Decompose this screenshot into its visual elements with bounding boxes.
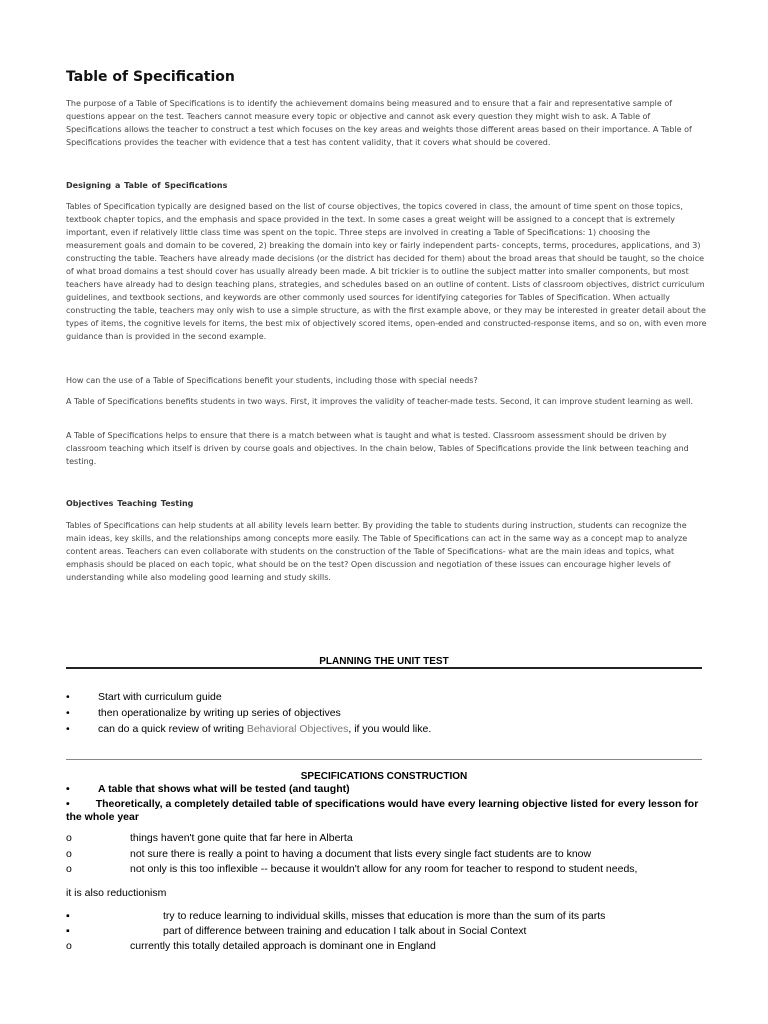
planning-item-label: then operationalize by writing up series of objectives — [98, 707, 341, 719]
sub-item-label: currently this totally detailed approach is dominant one in England — [130, 940, 436, 952]
circle-bullet-icon: o — [66, 848, 72, 860]
bullet-icon: • — [66, 783, 70, 795]
bullet-icon: • — [66, 691, 70, 703]
bullet-icon: • — [66, 723, 70, 735]
specs-heading: SPECIFICATIONS CONSTRUCTION — [300, 771, 468, 782]
designing-paragraph: Tables of Specification typically are designed based on the list of course objectives, the topics covered in class, the amount of time spent on those topics, textbook chapter topics, and the emphasis and space provided in the text. In some cases a great weight will be assigned to a concept that is extremely important, even if relatively little class time was spent on the topic. Three steps are involved in creating a Table of Specifications: 1) choosing the measurement goals and domain to be covered, 2) breaking the domain into key or fairly independent parts- concepts, terms, procedures, applications, and 3) constructing the table. Teachers have already made decisions (or the district has decided for them) about the broad areas that should be taught, so the choice of what broad domains a test should cover has usually already been made. A bit trickier is to outline the subject matter into smaller components, but most teachers have already had to design teaching plans, strategies, and schedules based on an outline of content. Lists of classroom objectives, district curriculum guidelines, and textbook sections, and keywords are other commonly used sources for identifying categories for Tables of Specification. When actually constructing the table, teachers may only wish to use a simple structure, as with the first example above, or they may be interested in greater detail about the types of items, the cognitive levels for items, the best mix of objectively scored items, open-ended and constructed-response items, and so on, with even more guidance than is provided in the second example. — [66, 202, 707, 341]
page-title: Table of Specification — [66, 69, 235, 85]
specs-item-label: A table that shows what will be tested (and taught) — [98, 783, 350, 795]
designing-heading: Designing a Table of Specifications — [66, 181, 228, 190]
behavioral-objectives-link[interactable]: Behavioral Objectives — [246, 723, 349, 735]
circle-bullet-icon: o — [66, 832, 72, 844]
bullet-icon: • — [66, 798, 70, 810]
specs-item-detailed — [66, 798, 706, 824]
sub-item-label: things haven't gone quite that far here in Alberta — [130, 832, 353, 844]
circle-bullet-icon: o — [66, 940, 72, 952]
planning-heading: PLANNING THE UNIT TEST — [319, 656, 449, 667]
chain-heading: Objectives Teaching Testing — [66, 499, 194, 508]
planning-item-text-after: , if you would like. — [348, 723, 432, 735]
specs-item-detailed-label: Theoretically, a completely detailed table of specifications would have every learning objective listed for every lesson for the whole year — [66, 798, 699, 823]
intro-paragraph: The purpose of a Table of Specifications is to identify the achievement domains being measured and to ensure that a fair and representative sample of questions appear on the test. Teachers cannot measure every topic or objective and cannot ask every question they might wish to ask. A Table of Specifications allows the teacher to construct a test which focuses on the key areas and weights those different areas based on their importance. A Table of Specifications provides the teacher with evidence that a test has content validity, that it covers what should be covered. — [66, 99, 692, 147]
benefits-paragraph: A Table of Specifications benefits students in two ways. First, it improves the validity of teacher-made tests. Second, it can improve student learning as well. — [66, 397, 694, 406]
benefit-question: How can the use of a Table of Specifications benefit your students, including those with special needs? — [66, 376, 478, 385]
square-item-label: try to reduce learning to individual skills, misses that education is more than the sum of its parts — [163, 910, 606, 922]
square-bullet-icon: ▪ — [66, 925, 70, 937]
bullet-icon: • — [66, 707, 70, 719]
help-paragraph: Tables of Specifications can help students at all ability levels learn better. By providing the table to students during instruction, students can recognize the main ideas, key skills, and the relationships among concepts more easily. The Table of Specifications can act in the same way as a concept map to analyze content areas. Teachers can even collaborate with students on the construction of the Table of Specifications- what are the main ideas and topics, what emphasis should be placed on each topic, what should be on the test? Open discussion and negotiation of these issues can encourage higher levels of understanding while also modeling good learning and study skills. — [66, 521, 688, 582]
circle-bullet-icon: o — [66, 863, 72, 875]
square-item-label: part of difference between training and education I talk about in Social Context — [163, 925, 527, 937]
planning-item-label — [98, 722, 431, 736]
planning-item-label: Start with curriculum guide — [98, 691, 222, 703]
sub-item-label: not only is this too inflexible -- because it wouldn't allow for any room for teacher to respond to student needs, — [130, 863, 638, 875]
section-divider — [66, 759, 702, 760]
planning-divider — [66, 667, 702, 669]
match-paragraph: A Table of Specifications helps to ensure that there is a match between what is taught and what is tested. Classroom assessment should be driven by classroom teaching which itself is driven by course goals and objectives. In the chain below, Tables of Specifications provide the link between teaching and testing. — [66, 431, 689, 466]
continuation-text: it is also reductionism — [66, 887, 167, 899]
sub-item-label: not sure there is really a point to having a document that lists every single fact students are to know — [130, 848, 592, 860]
square-bullet-icon: ▪ — [66, 910, 70, 922]
planning-item-text-before: can do a quick review of writing — [98, 723, 247, 735]
